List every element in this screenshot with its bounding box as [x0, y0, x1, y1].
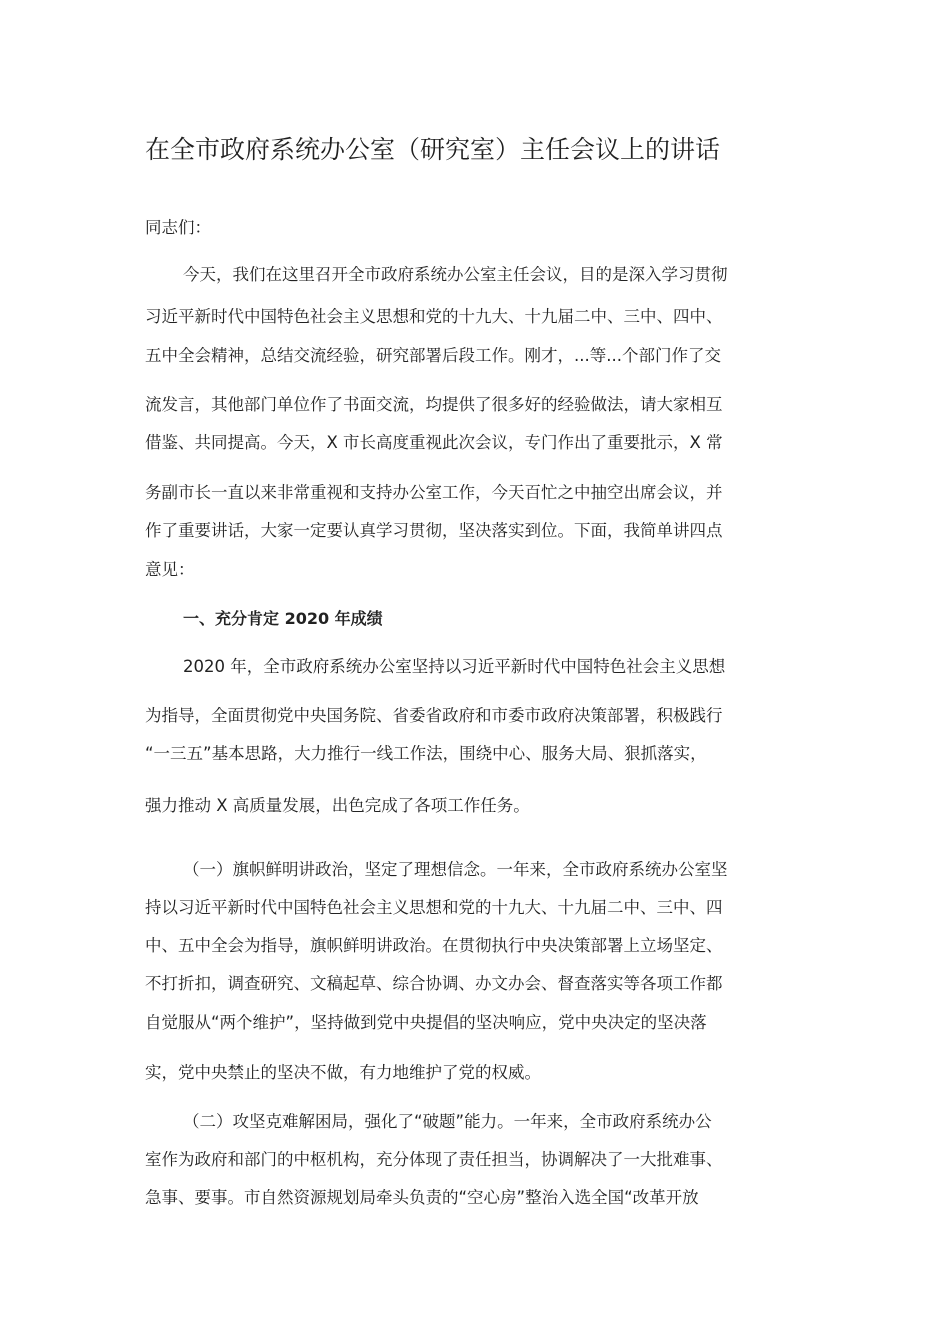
- item-paragraph-line: 中、五中全会为指导，旗帜鲜明讲政治。在贯彻执行中央决策部署上立场坚定、: [145, 936, 723, 955]
- intro-line: 作了重要讲话，大家一定要认真学习贯彻，坚决落实到位。下面，我简单讲四点: [145, 521, 723, 540]
- item-paragraph-line: （二）攻坚克难解困局，强化了“破题”能力。一年来，全市政府系统办公: [183, 1112, 712, 1131]
- intro-line: 今天，我们在这里召开全市政府系统办公室主任会议，目的是深入学习贯彻: [183, 265, 728, 284]
- section-paragraph-line: 为指导，全面贯彻党中央国务院、省委省政府和市委市政府决策部署，积极践行: [145, 706, 723, 725]
- section-paragraph-line: 强力推动 X 高质量发展，出色完成了各项工作任务。: [145, 796, 530, 815]
- intro-line: 五中全会精神，总结交流经验，研究部署后段工作。刚才，...等...个部门作了交: [145, 346, 721, 365]
- section-heading: 一、充分肯定 2020 年成绩: [183, 609, 383, 628]
- salutation: 同志们：: [145, 218, 211, 237]
- item-paragraph-line: 实，党中央禁止的坚决不做，有力地维护了党的权威。: [145, 1063, 541, 1082]
- item-paragraph-line: 不打折扣，调查研究、文稿起草、综合协调、办文办会、督查落实等各项工作都: [145, 974, 723, 993]
- intro-line: 习近平新时代中国特色社会主义思想和党的十九大、十九届二中、三中、四中、: [145, 307, 723, 326]
- item-paragraph-line: 持以习近平新时代中国特色社会主义思想和党的十九大、十九届二中、三中、四: [145, 898, 723, 917]
- intro-line: 流发言，其他部门单位作了书面交流，均提供了很多好的经验做法，请大家相互: [145, 395, 723, 414]
- intro-line: 意见：: [145, 560, 195, 579]
- item-paragraph-line: 急事、要事。市自然资源规划局牵头负责的“空心房”整治入选全国“改革开放: [145, 1188, 699, 1207]
- item-paragraph-line: 自觉服从“两个维护”，坚持做到党中央提倡的坚决响应，党中央决定的坚决落: [145, 1013, 707, 1032]
- item-paragraph-line: 室作为政府和部门的中枢机构，充分体现了责任担当，协调解决了一大批难事、: [145, 1150, 723, 1169]
- section-paragraph-line: “一三五”基本思路，大力推行一线工作法，围绕中心、服务大局、狠抓落实，: [145, 744, 707, 763]
- section-paragraph-line: 2020 年，全市政府系统办公室坚持以习近平新时代中国特色社会主义思想: [183, 657, 726, 676]
- item-paragraph-line: （一）旗帜鲜明讲政治，坚定了理想信念。一年来，全市政府系统办公室坚: [183, 860, 728, 879]
- intro-line: 借鉴、共同提高。今天，X 市长高度重视此次会议，专门作出了重要批示，X 常: [145, 433, 723, 452]
- intro-line: 务副市长一直以来非常重视和支持办公室工作，今天百忙之中抽空出席会议，并: [145, 483, 723, 502]
- document-title: 在全市政府系统办公室（研究室）主任会议上的讲话: [145, 135, 721, 164]
